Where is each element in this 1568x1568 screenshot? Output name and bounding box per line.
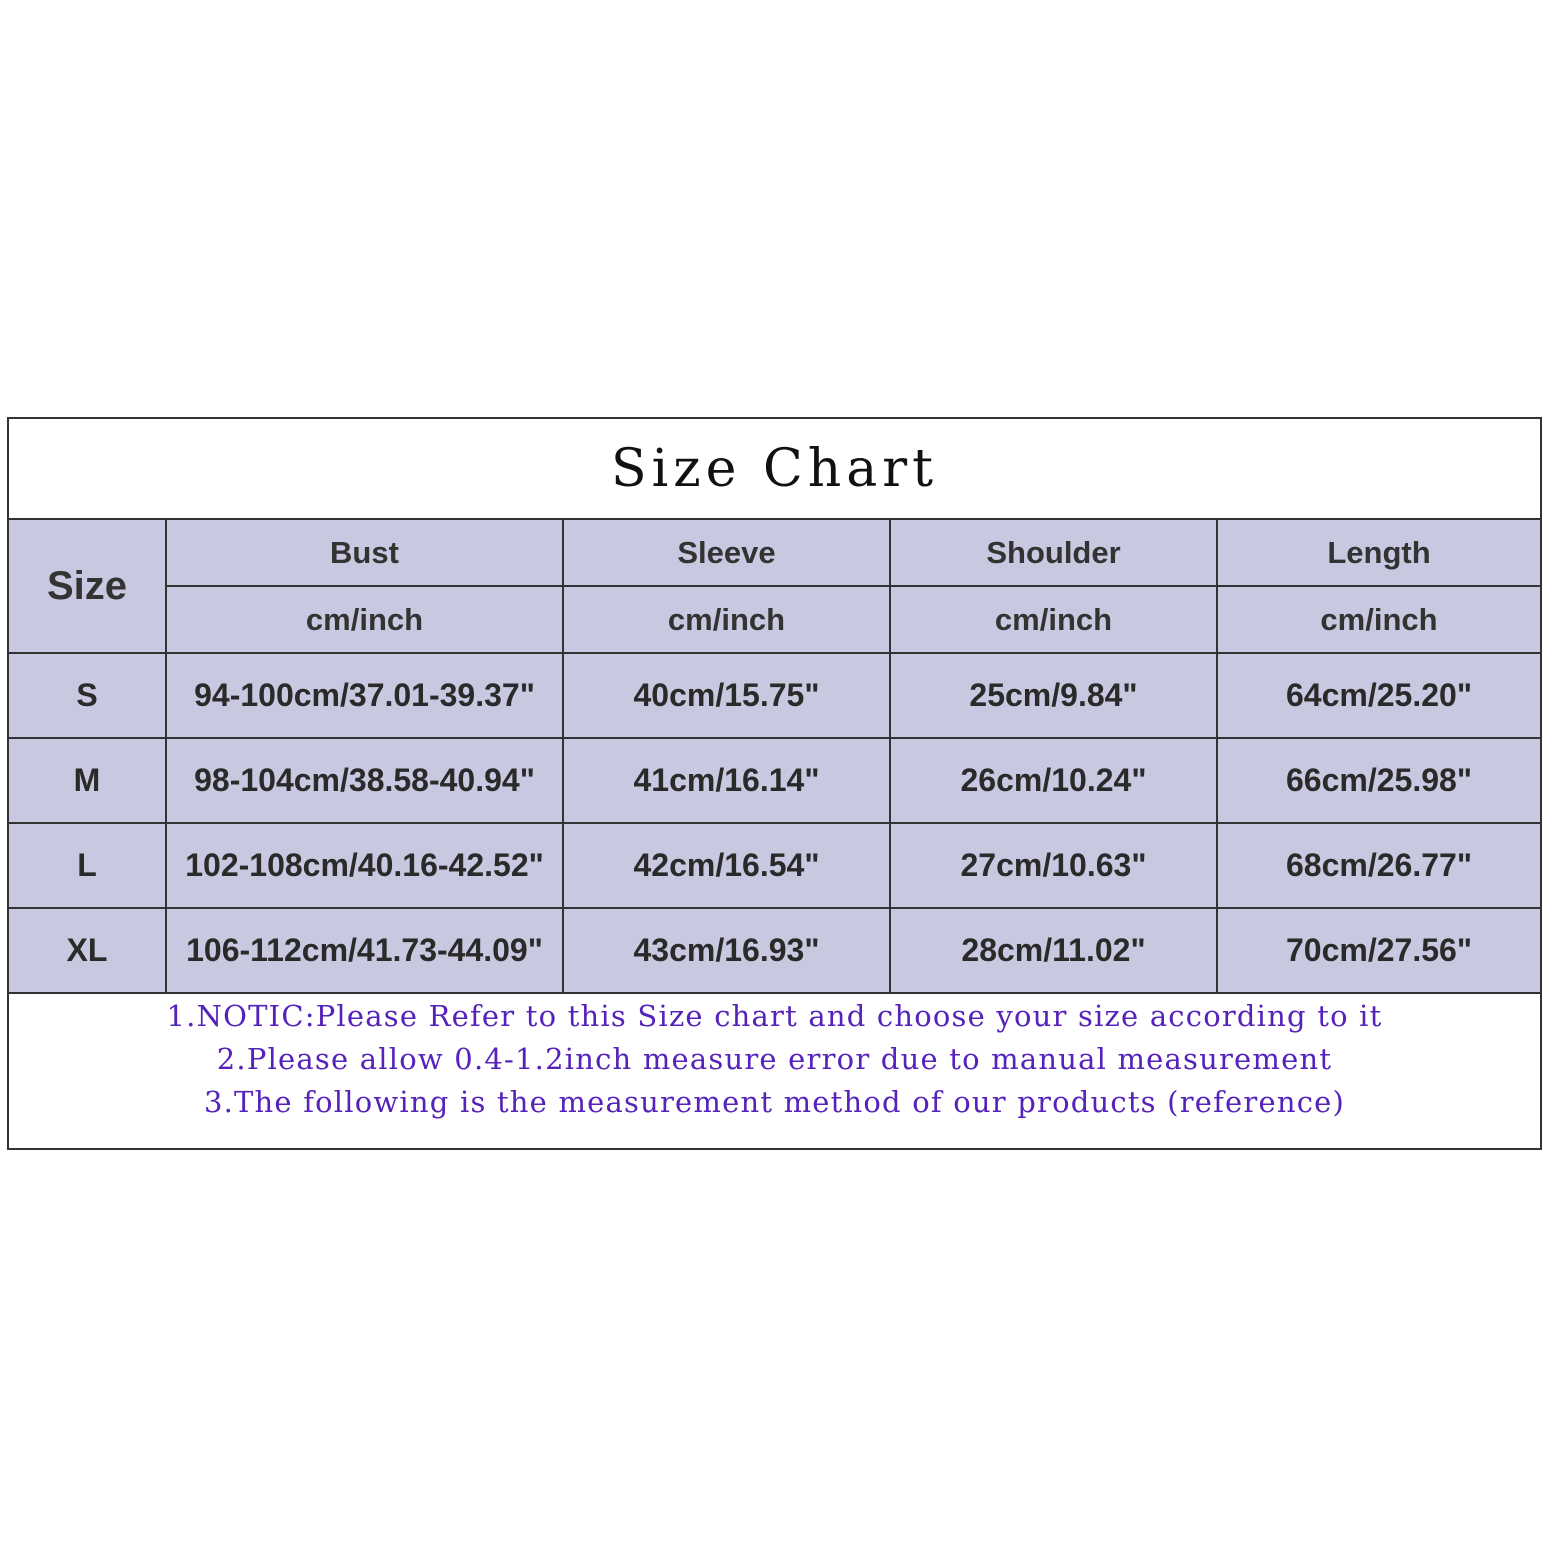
- sleeve-cell: 42cm/16.54": [563, 823, 890, 908]
- shoulder-cell: 27cm/10.63": [890, 823, 1217, 908]
- notes-section: [9, 992, 1540, 1148]
- size-cell: L: [9, 823, 166, 908]
- note-line: 2.Please allow 0.4-1.2inch measure error due to manual measurement: [216, 1042, 1333, 1076]
- column-header-sleeve: Sleeve: [563, 519, 890, 586]
- column-header-shoulder: Shoulder: [890, 519, 1217, 586]
- length-cell: 64cm/25.20": [1217, 653, 1540, 738]
- sleeve-cell: 41cm/16.14": [563, 738, 890, 823]
- unit-label: cm/inch: [1217, 586, 1540, 653]
- sleeve-cell: 43cm/16.93": [563, 908, 890, 993]
- column-header-bust: Bust: [166, 519, 563, 586]
- table-row: [9, 653, 1540, 738]
- bust-cell: 102-108cm/40.16-42.52": [166, 823, 563, 908]
- size-cell: M: [9, 738, 166, 823]
- note-line: 3.The following is the measurement method of our products (reference): [203, 1085, 1346, 1119]
- shoulder-cell: 25cm/9.84": [890, 653, 1217, 738]
- size-cell: S: [9, 653, 166, 738]
- header-row: [9, 519, 1540, 586]
- size-chart-title: Size Chart: [611, 438, 938, 499]
- table-row: [9, 738, 1540, 823]
- unit-label: cm/inch: [166, 586, 563, 653]
- length-cell: 68cm/26.77": [1217, 823, 1540, 908]
- size-cell: XL: [9, 908, 166, 993]
- table-row: [9, 908, 1540, 993]
- length-cell: 70cm/27.56": [1217, 908, 1540, 993]
- unit-label: cm/inch: [563, 586, 890, 653]
- unit-label: cm/inch: [890, 586, 1217, 653]
- column-header-length: Length: [1217, 519, 1540, 586]
- bust-cell: 106-112cm/41.73-44.09": [166, 908, 563, 993]
- shoulder-cell: 28cm/11.02": [890, 908, 1217, 993]
- sleeve-cell: 40cm/15.75": [563, 653, 890, 738]
- table-row: [9, 823, 1540, 908]
- unit-row: [9, 586, 1540, 653]
- size-table: [9, 518, 1540, 994]
- bust-cell: 98-104cm/38.58-40.94": [166, 738, 563, 823]
- size-chart: [7, 417, 1542, 1150]
- size-column-header: Size: [9, 519, 166, 653]
- shoulder-cell: 26cm/10.24": [890, 738, 1217, 823]
- note-line: 1.NOTIC:Please Refer to this Size chart and choose your size according to it: [166, 999, 1383, 1033]
- length-cell: 66cm/25.98": [1217, 738, 1540, 823]
- bust-cell: 94-100cm/37.01-39.37": [166, 653, 563, 738]
